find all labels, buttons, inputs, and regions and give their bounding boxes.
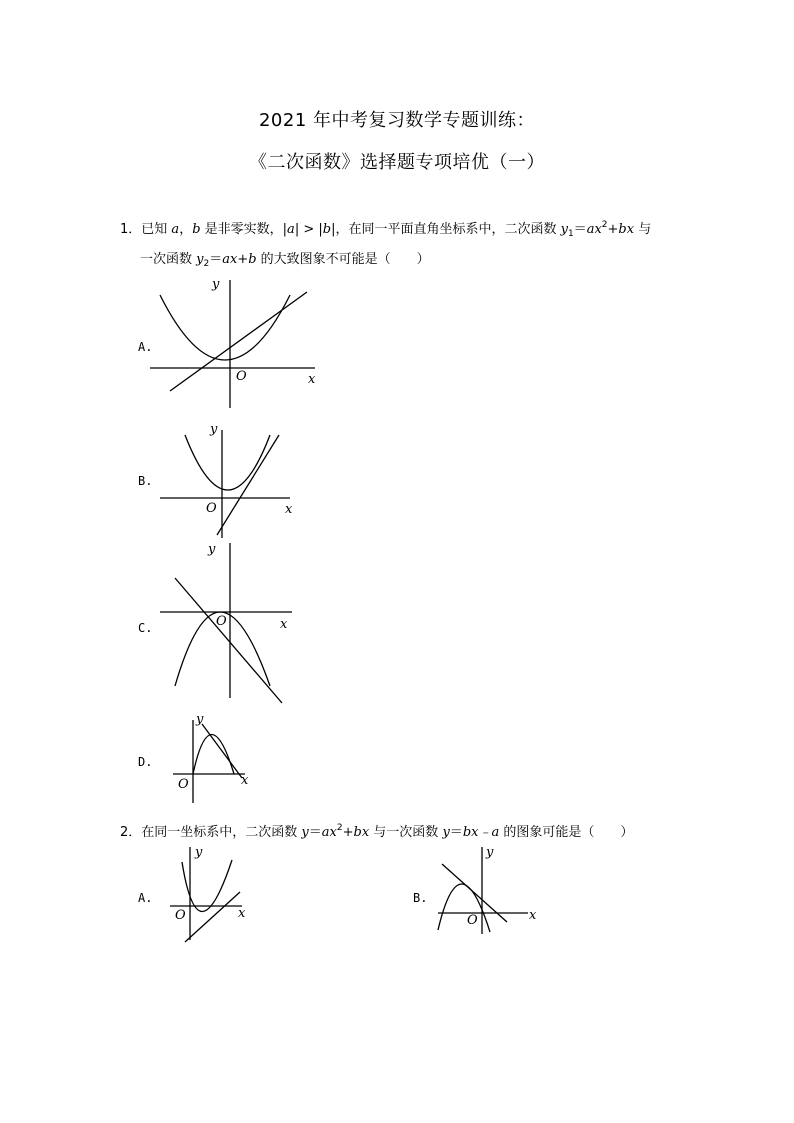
parabola — [185, 435, 270, 490]
q1-option-c-label[interactable]: C. — [138, 621, 153, 635]
q1-option-a-graph[interactable] — [150, 270, 340, 415]
q1-option-d-label[interactable]: D. — [138, 755, 153, 769]
origin-label: O — [206, 501, 217, 516]
y-axis-label: y — [486, 845, 494, 860]
origin-label: O — [467, 913, 478, 928]
x-axis-label: x — [280, 617, 288, 632]
line — [185, 892, 240, 942]
x-axis-label: x — [285, 502, 293, 517]
x-axis-label: x — [241, 773, 249, 788]
title-line-2: 《二次函数》选择题专项培优（一） — [249, 152, 545, 173]
q1-option-d-graph[interactable] — [170, 710, 260, 805]
q1-option-b-label[interactable]: B. — [138, 474, 153, 488]
q2-option-b-label[interactable]: B. — [413, 891, 428, 905]
q1-number: 1． — [120, 222, 142, 237]
x-axis-label: x — [238, 906, 246, 921]
origin-label: O — [175, 908, 186, 923]
q1-line-2: 一次函数 $y_2=ax+b$ 的大致图象不可能是（ ） — [140, 252, 430, 269]
line — [217, 435, 279, 535]
q2-option-a-label[interactable]: A. — [138, 891, 153, 905]
q1-line-1: 1．已知 a，b 是非零实数，|a| > |b|，在同一平面直角坐标系中，二次函数 $y_1=ax^2+bx$ 与 — [120, 220, 652, 239]
q1-option-a-label[interactable]: A. — [138, 340, 153, 354]
x-axis-label: x — [308, 372, 316, 387]
parabola — [160, 295, 290, 360]
origin-label: O — [216, 614, 227, 629]
origin-label: O — [178, 777, 189, 792]
y-axis-label: y — [210, 422, 218, 437]
q2-option-b-graph[interactable] — [430, 842, 545, 947]
y-axis-label: y — [195, 845, 203, 860]
origin-label: O — [236, 369, 247, 384]
y-axis-label: y — [212, 277, 220, 292]
line — [202, 724, 242, 778]
title-line-1: 2021 年中考复习数学专题训练： — [258, 110, 536, 131]
q1-option-b-graph[interactable] — [155, 420, 305, 545]
y-axis-label: y — [196, 712, 204, 727]
q2-option-a-graph[interactable] — [170, 842, 260, 947]
y-axis-label: y — [208, 542, 216, 557]
q2-number: 2． — [120, 825, 142, 840]
x-axis-label: x — [529, 908, 537, 923]
q2-line-1: 2．在同一坐标系中，二次函数 $y=ax^2+bx$ 与一次函数 y＝bx﹣a 的图象可能是（ ） — [120, 823, 634, 840]
q1-option-c-graph[interactable] — [160, 538, 310, 708]
